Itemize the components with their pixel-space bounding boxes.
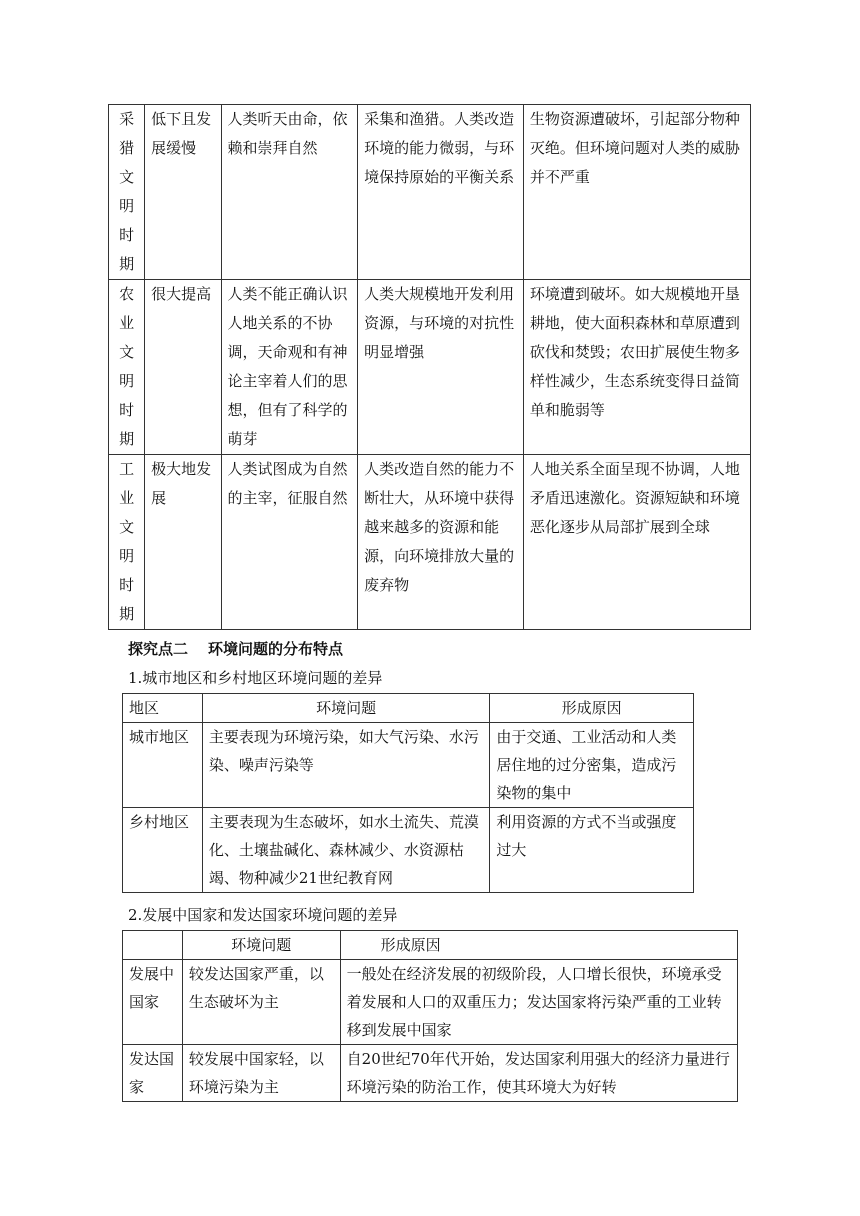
table-cell: 自20世纪70年代开始，发达国家利用强大的经济力量进行环境污染的防治工作，使其环境大为好转 bbox=[340, 1045, 737, 1102]
section-label: 探究点二 bbox=[128, 640, 189, 658]
table-cell: 发达国家 bbox=[123, 1045, 183, 1102]
header-cell: 形成原因 bbox=[340, 931, 737, 960]
table-cell: 城市地区 bbox=[123, 723, 203, 808]
era-cell: 农 业 文 明 时 期 bbox=[109, 280, 145, 455]
utilization-mode-cell: 采集和渔猎。人类改造环境的能力微弱，与环境保持原始的平衡关系 bbox=[358, 105, 524, 280]
table-row bbox=[123, 723, 694, 808]
utilization-mode-cell: 人类大规模地开发利用资源，与环境的对抗性明显增强 bbox=[358, 280, 524, 455]
table-row bbox=[123, 1045, 738, 1102]
country-comparison-table bbox=[122, 930, 738, 1102]
era-cell: 工 业 文 明 时 期 bbox=[109, 455, 145, 630]
table-cell: 乡村地区 bbox=[123, 808, 203, 893]
header-cell bbox=[123, 931, 183, 960]
table-header-row bbox=[123, 931, 738, 960]
header-cell: 形成原因 bbox=[490, 694, 694, 723]
table-cell: 主要表现为环境污染，如大气污染、水污染、噪声污染等 bbox=[202, 723, 489, 808]
table-row bbox=[123, 960, 738, 1045]
table-row bbox=[109, 280, 751, 455]
table-cell: 较发展中国家轻，以环境污染为主 bbox=[182, 1045, 340, 1102]
productivity-level-cell: 很大提高 bbox=[145, 280, 221, 455]
human-nature-relation-cell: 人类试图成为自然的主宰，征服自然 bbox=[221, 455, 358, 630]
civilization-era-table bbox=[108, 104, 751, 630]
table-row bbox=[109, 105, 751, 280]
table-cell: 由于交通、工业活动和人类居住地的过分密集，造成污染物的集中 bbox=[490, 723, 694, 808]
table-cell: 较发达国家严重，以生态破坏为主 bbox=[182, 960, 340, 1045]
table-cell: 利用资源的方式不当或强度过大 bbox=[490, 808, 694, 893]
table-row bbox=[109, 455, 751, 630]
productivity-level-cell: 低下且发展缓慢 bbox=[145, 105, 221, 280]
productivity-level-cell: 极大地发展 bbox=[145, 455, 221, 630]
subsection-title: 1.城市地区和乡村地区环境问题的差异 bbox=[128, 669, 383, 687]
header-cell: 环境问题 bbox=[202, 694, 489, 723]
urban-rural-table bbox=[122, 693, 694, 893]
human-nature-relation-cell: 人类听天由命，依赖和崇拜自然 bbox=[221, 105, 358, 280]
table-cell: 主要表现为生态破坏，如水土流失、荒漠化、土壤盐碱化、森林减少、水资源枯竭、物种减少21世纪教育网 bbox=[202, 808, 489, 893]
era-cell: 采 猎 文 明 时 期 bbox=[109, 105, 145, 280]
table-header-row bbox=[123, 694, 694, 723]
table-row bbox=[123, 808, 694, 893]
environmental-problem-cell: 环境遭到破坏。如大规模地开垦耕地，使大面积森林和草原遭到砍伐和焚毁；农田扩展使生物多样性减少，生态系统变得日益简单和脆弱等 bbox=[523, 280, 750, 455]
table-cell: 发展中国家 bbox=[123, 960, 183, 1045]
section-heading bbox=[128, 635, 343, 663]
header-cell: 环境问题 bbox=[182, 931, 340, 960]
section-title: 环境问题的分布特点 bbox=[208, 640, 344, 658]
table-cell: 一般处在经济发展的初级阶段，人口增长很快，环境承受着发展和人口的双重压力；发达国家将污染严重的工业转移到发展中国家 bbox=[340, 960, 737, 1045]
environmental-problem-cell: 人地关系全面呈现不协调，人地矛盾迅速激化。资源短缺和环境恶化逐步从局部扩展到全球 bbox=[523, 455, 750, 630]
utilization-mode-cell: 人类改造自然的能力不断壮大，从环境中获得越来越多的资源和能源，向环境排放大量的废弃物 bbox=[358, 455, 524, 630]
header-cell: 地区 bbox=[123, 694, 203, 723]
human-nature-relation-cell: 人类不能正确认识人地关系的不协调，天命观和有神论主宰着人们的思想，但有了科学的萌芽 bbox=[221, 280, 358, 455]
environmental-problem-cell: 生物资源遭破坏，引起部分物种灭绝。但环境问题对人类的威胁并不严重 bbox=[523, 105, 750, 280]
subsection-title: 2.发展中国家和发达国家环境问题的差异 bbox=[128, 906, 398, 924]
